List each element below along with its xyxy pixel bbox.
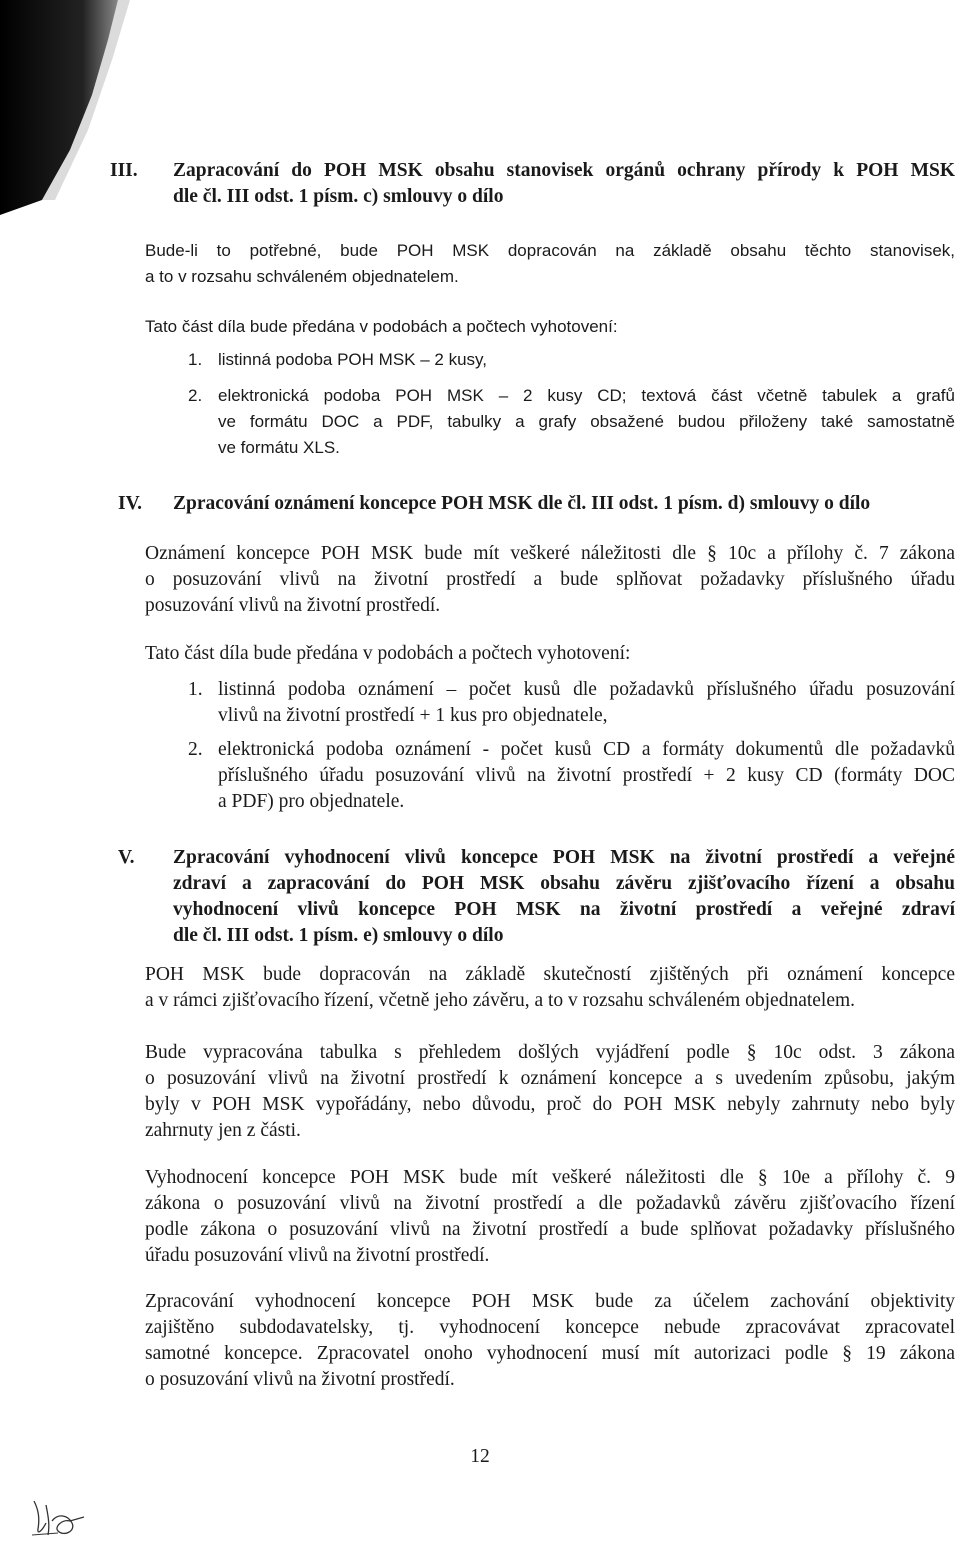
para-line: Zpracování vyhodnocení koncepce POH MSK bude za účelem zachování objektivity [145,1291,955,1312]
para-line: úřadu posuzování vlivů na životní prostředí. [145,1245,490,1266]
list-item-line: vlivů na životní prostředí + 1 kus pro objednatele, [218,705,608,726]
heading-line: Zpracování oznámení koncepce POH MSK dle čl. III odst. 1 písm. d) smlouvy o dílo [173,493,871,514]
para-line: zajištěno subdodavatelsky, tj. vyhodnocení koncepce nebude zpracovávat zpracovatel [145,1317,955,1338]
section-iii-number: III. [110,160,138,181]
section-iv-intro [145,541,955,619]
heading-line: vyhodnocení vlivů koncepce POH MSK na životní prostředí a veřejné zdraví [173,899,955,920]
section-iv-number: IV. [118,493,143,514]
heading-line: dle čl. III odst. 1 písm. e) smlouvy o dílo [173,925,504,946]
heading-line: zdraví a zapracování do POH MSK obsahu závěru zjišťovacího řízení a obsahu [173,873,955,894]
list-item-line: ve formátu XLS. [218,438,340,457]
section-iii-intro [145,238,955,290]
page-number: 12 [470,1446,490,1467]
section-iii-heading [173,158,955,210]
para-line: a to v rozsahu schváleném objednatelem. [145,267,459,286]
heading-line: dle čl. III odst. 1 písm. c) smlouvy o dílo [173,186,504,207]
section-iv-heading [173,491,955,517]
para-line: Bude vypracována tabulka s přehledem došlých vyjádření podle § 10c odst. 3 zákona [145,1042,955,1063]
para-line: Bude-li to potřebné, bude POH MSK dopracován na základě obsahu těchto stanovisek, [145,241,955,260]
para-line: o posuzování vlivů na životní prostředí k oznámení koncepce a s uvedením způsobu, jakým [145,1068,955,1089]
para-line: podle zákona o posuzování vlivů na životní prostředí a bude splňovat požadavky příslušného [145,1219,955,1240]
paragraph [145,1289,955,1393]
section-iv-lead: Tato část díla bude předána v podobách a počtech vyhotovení: [145,643,631,664]
list-item-number: 2. [188,739,203,760]
list-item [218,347,955,373]
para-line: zákona o posuzování vlivů na životní prostředí a dle požadavků závěru zjišťovacího řízení [145,1193,955,1214]
paragraph [145,962,955,1014]
section-v-number: V. [118,847,135,868]
para-line: posuzování vlivů na životní prostředí. [145,595,441,616]
list-item-number: 1. [188,350,203,369]
list-item-line: elektronická podoba oznámení - počet kusů CD a formáty dokumentů dle požadavků [218,739,955,760]
para-line: o posuzování vlivů na životní prostředí. [145,1369,455,1390]
list-item-line: listinná podoba oznámení – počet kusů dle požadavků příslušného úřadu posuzování [218,679,955,700]
list-item [218,383,955,461]
list-item-line: ve formátu DOC a PDF, tabulky a grafy obsažené budou přiloženy také samostatně [218,412,955,431]
paragraph [145,1040,955,1144]
list-item [218,737,955,815]
list-item-number: 1. [188,679,203,700]
section-v-heading [173,845,955,949]
paragraph [145,1165,955,1269]
para-line: samotné koncepce. Zpracovatel onoho vyhodnocení musí mít autorizaci podle § 19 zákona [145,1343,955,1364]
list-item-line: listinná podoba POH MSK – 2 kusy, [218,350,487,369]
list-item-line: elektronická podoba POH MSK – 2 kusy CD; textová část včetně tabulek a grafů [218,386,955,405]
para-line: a v rámci zjišťovacího řízení, včetně jeho závěru, a to v rozsahu schváleném objednatelem. [145,990,856,1011]
para-line: Oznámení koncepce POH MSK bude mít veškeré náležitosti dle § 10c a přílohy č. 7 zákona [145,543,955,564]
list-item [218,677,955,729]
para-line: Vyhodnocení koncepce POH MSK bude mít veškeré náležitosti dle § 10e a přílohy č. 9 [145,1167,955,1188]
para-line: byly v POH MSK vypořádány, nebo důvodu, proč do POH MSK nebyly zahrnuty nebo byly [145,1094,955,1115]
heading-line: Zpracování vyhodnocení vlivů koncepce POH MSK na životní prostředí a veřejné [173,847,955,868]
list-item-number: 2. [188,386,203,405]
para-line: zahrnuty jen z části. [145,1120,301,1141]
handwritten-initials [28,1495,88,1540]
list-item-line: a PDF) pro objednatele. [218,791,405,812]
para-line: o posuzování vlivů na životní prostředí a bude splňovat požadavky příslušného úřadu [145,569,955,590]
heading-line: Zapracování do POH MSK obsahu stanovisek orgánů ochrany přírody k POH MSK [173,160,955,181]
para-line: POH MSK bude dopracován na základě skutečností zjištěných při oznámení koncepce [145,964,955,985]
list-item-line: příslušného úřadu posuzování vlivů na životní prostředí + 2 kusy CD (formáty DOC [218,765,955,786]
section-iii-lead: Tato část díla bude předána v podobách a počtech vyhotovení: [145,317,618,336]
